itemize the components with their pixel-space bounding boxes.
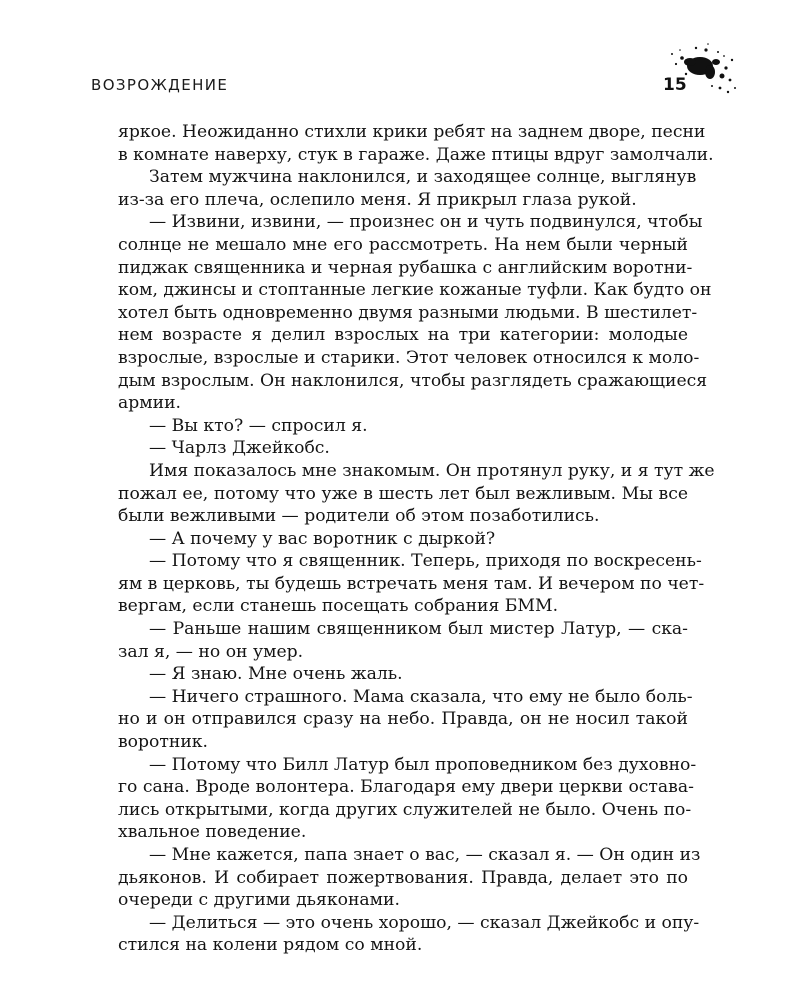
text-line: стился на колени рядом со мной. [118,935,423,956]
text-line: солнце не мешало мне его рассмотреть. На нем были черный [118,234,688,255]
text-line: — Потому что я священник. Теперь, приходя по воскресень- [149,551,702,572]
text-line: — Потому что Билл Латур был проповедником без духовно- [149,754,697,775]
text-line: нем возрасте я делил взрослых на три категории: молодые [118,325,688,346]
page-number: 15 [663,75,687,95]
text-line: — Я знаю. Мне очень жаль. [149,664,403,685]
text-line: взрослые, взрослые и старики. Этот человек относился к моло- [118,347,700,368]
text-line: вергам, если станешь посещать собрания БММ. [118,596,559,617]
body-text [118,121,715,957]
text-line: ям в церковь, ты будешь встречать меня там. И вечером по чет- [118,573,705,594]
text-line: — А почему у вас воротник с дыркой? [149,528,496,549]
text-line: очереди с другими дьяконами. [118,890,400,911]
text-line: — Извини, извини, — произнес он и чуть подвинулся, чтобы [149,212,703,233]
text-line: — Чарлз Джейкобс. [149,438,330,459]
text-line: — Ничего страшного. Мама сказала, что ему не было боль- [149,686,693,707]
text-line: — Делиться — это очень хорошо, — сказал Джейкобс и опу- [149,912,700,933]
running-head-title: ВОЗРОЖДЕНИЕ [91,76,229,94]
text-line: из-за его плеча, ослепило меня. Я прикрыл глаза рукой. [118,189,637,210]
text-line: Имя показалось мне знакомым. Он протянул руку, и я тут же [149,460,715,481]
text-line: пожал ее, потому что уже в шесть лет был вежливым. Мы все [118,483,688,504]
text-line: дьяконов. И собирает пожертвования. Правда, делает это по [118,867,688,888]
text-line: — Раньше нашим священником был мистер Латур, — ска- [149,619,688,640]
text-line: пиджак священника и черная рубашка с английским воротни- [118,257,693,278]
text-line: хотел быть одновременно двумя разными людьми. В шестилет- [118,302,698,323]
text-line: дым взрослым. Он наклонился, чтобы разглядеть сражающиеся [118,370,708,391]
text-line: были вежливыми — родители об этом позаботились. [118,506,600,527]
text-line: ком, джинсы и стоптанные легкие кожаные туфли. Как будто он [118,280,712,301]
text-line: го сана. Вроде волонтера. Благодаря ему двери церкви остава- [118,777,694,798]
text-line: яркое. Неожиданно стихли крики ребят на заднем дворе, песни [118,122,706,142]
text-line: Затем мужчина наклонился, и заходящее солнце, выглянув [149,167,697,188]
text-line: армии. [118,393,181,414]
text-line: в комнате наверху, стук в гараже. Даже птицы вдруг замолчали. [118,144,714,165]
text-line: воротник. [118,732,208,753]
text-line: хвальное поведение. [118,822,307,843]
text-line: но и он отправился сразу на небо. Правда, он не носил такой [118,709,688,730]
text-line: зал я, — но он умер. [118,641,304,662]
text-line: — Мне кажется, папа знает о вас, — сказал я. — Он один из [149,845,701,865]
text-line: лись открытыми, когда других служителей не было. Очень по- [118,799,692,820]
text-line: — Вы кто? — спросил я. [149,415,368,436]
